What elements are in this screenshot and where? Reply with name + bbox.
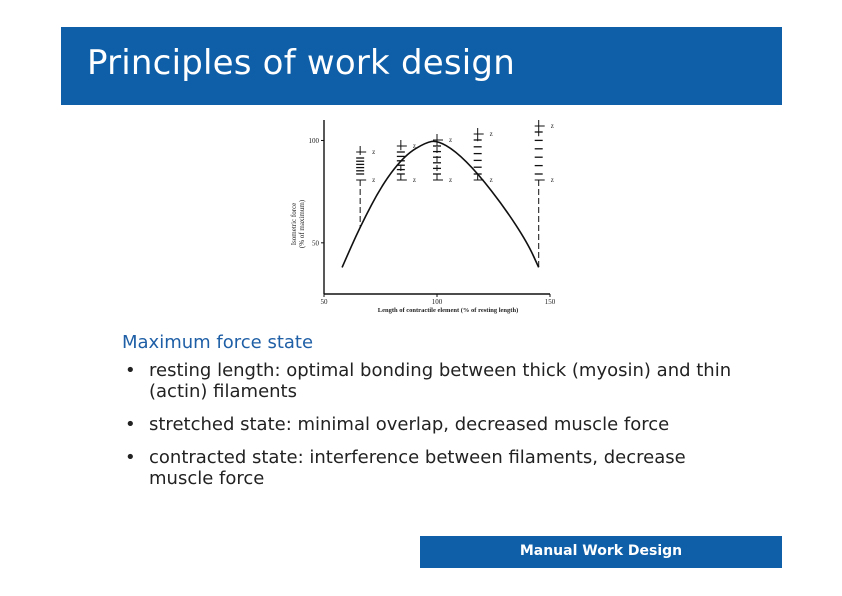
- bullet-dot: •: [125, 414, 136, 435]
- x-tick-label-150: 150: [544, 298, 556, 306]
- z-label: z: [489, 130, 493, 138]
- x-axis-label: Length of contractile element (% of resting length): [377, 307, 519, 314]
- bullet-item: [122, 447, 742, 489]
- y-axis-label-line2: (% of maximum): [298, 199, 306, 249]
- z-label: z: [489, 176, 493, 184]
- z-label: z: [550, 122, 554, 130]
- sarcomere-diagram-4: [474, 128, 493, 184]
- length-tension-figure: [280, 112, 570, 324]
- z-label: z: [449, 176, 453, 184]
- force-curve: [342, 141, 539, 267]
- y-axis-label-line1: Isometric force: [290, 202, 298, 246]
- y-tick-label-100: 100: [308, 136, 319, 145]
- z-label: z: [372, 176, 376, 184]
- section-heading: Maximum force state: [122, 332, 314, 353]
- bullet-text: stretched state: minimal overlap, decreased muscle force: [149, 414, 670, 435]
- bullet-text: contracted state: interference between filaments, decrease muscle force: [149, 447, 686, 489]
- length-tension-chart: [280, 112, 570, 324]
- z-label: z: [372, 148, 376, 156]
- y-tick-label-50: 50: [312, 239, 319, 248]
- bullet-dot: •: [125, 360, 136, 381]
- z-label: z: [449, 136, 453, 144]
- bullet-item: [122, 414, 742, 435]
- x-tick-label-50: 50: [320, 298, 328, 306]
- bullet-item: [122, 360, 742, 402]
- footer-banner: [420, 536, 782, 568]
- z-label: z: [412, 142, 416, 150]
- bullet-dot: •: [125, 447, 136, 468]
- z-label: z: [550, 176, 554, 184]
- content-block: [122, 332, 742, 501]
- page-title: Principles of work design: [87, 43, 515, 83]
- bullet-list: [122, 360, 742, 489]
- sarcomere-diagram-5: [535, 120, 554, 267]
- x-tick-label-100: 100: [431, 298, 443, 306]
- z-label: z: [412, 176, 416, 184]
- footer-label: Manual Work Design: [519, 543, 683, 559]
- bullet-text: resting length: optimal bonding between thick (myosin) and thin (actin) filaments: [149, 360, 732, 402]
- title-banner: [61, 27, 782, 105]
